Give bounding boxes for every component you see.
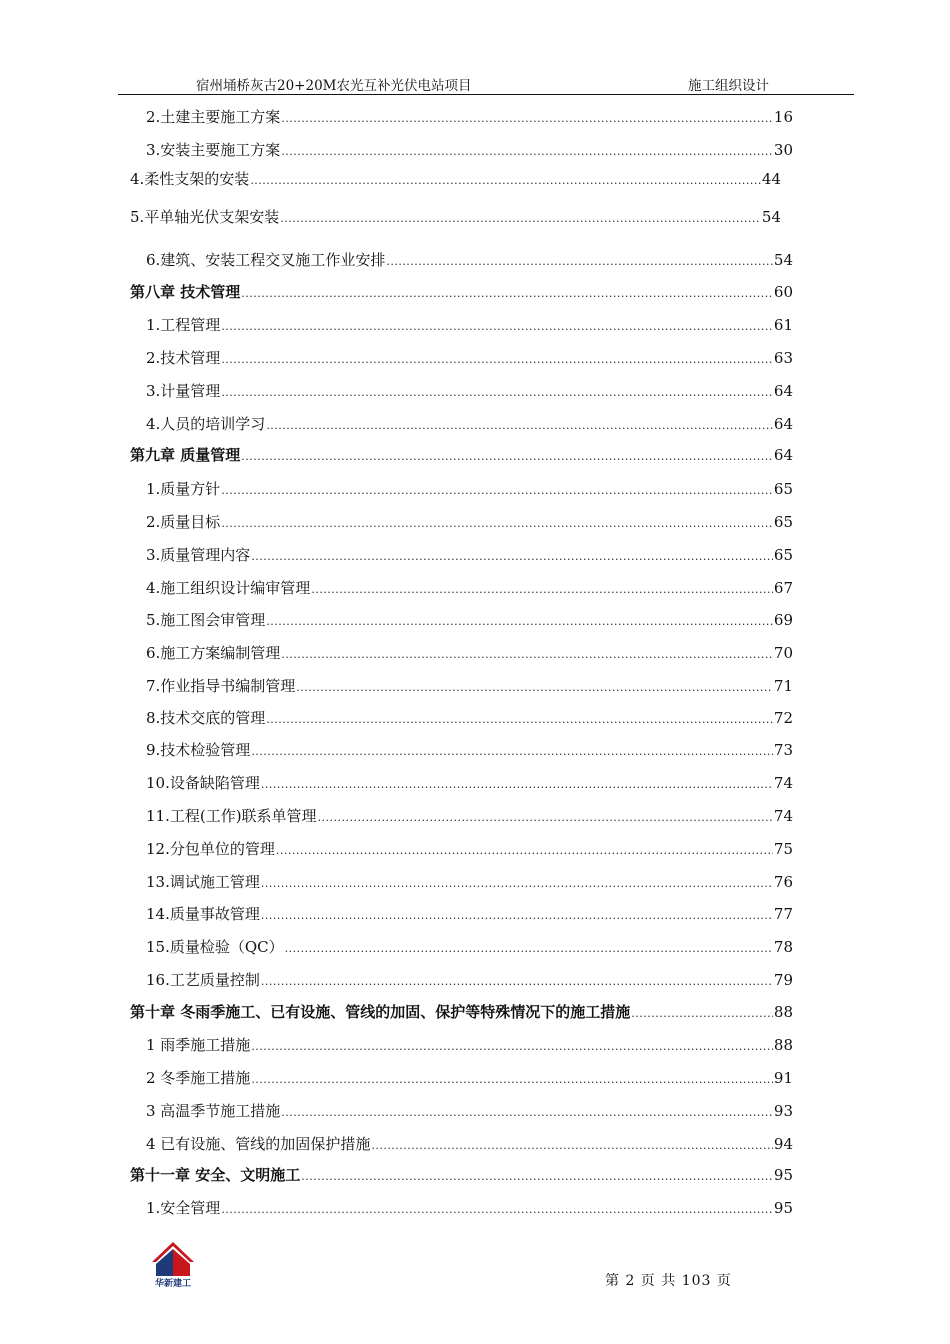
header-document-type: 施工组织设计 <box>688 78 769 94</box>
toc-entry-page: 93 <box>773 1102 793 1120</box>
toc-leader-dots <box>221 480 773 502</box>
toc-entry-title: 2 冬季施工措施 <box>146 1069 251 1087</box>
toc-leader-dots <box>281 1102 773 1124</box>
toc-entry-title: 8.技术交底的管理 <box>146 709 266 727</box>
toc-entry-page: 70 <box>773 644 793 662</box>
toc-entry-page: 64 <box>773 446 793 464</box>
toc-leader-dots <box>266 709 773 731</box>
toc-entry[interactable] <box>146 772 793 794</box>
toc-leader-dots <box>221 349 773 371</box>
toc-entry[interactable] <box>146 969 793 991</box>
toc-entry-page: 88 <box>773 1036 793 1054</box>
toc-entry-title: 4.人员的培训学习 <box>146 415 266 433</box>
toc-entry-page: 65 <box>773 480 793 498</box>
toc-entry-page: 16 <box>773 108 793 126</box>
toc-entry-title: 15.质量检验（QC） <box>146 938 284 956</box>
toc-leader-dots <box>261 971 773 993</box>
toc-entry-title: 11.工程(工作)联系单管理 <box>146 807 317 825</box>
toc-entry[interactable] <box>146 838 793 860</box>
toc-entry-title: 1.工程管理 <box>146 316 221 334</box>
toc-entry[interactable] <box>146 609 793 631</box>
toc-entry-page: 74 <box>773 807 793 825</box>
toc-entry-page: 76 <box>773 873 793 891</box>
toc-leader-dots <box>371 1135 773 1157</box>
toc-entry-title: 第八章 技术管理 <box>130 283 241 301</box>
toc-leader-dots <box>241 283 773 305</box>
toc-leader-dots <box>251 1036 773 1058</box>
toc-entry-title: 5.施工图会审管理 <box>146 611 266 629</box>
toc-entry[interactable] <box>146 544 793 566</box>
toc-leader-dots <box>261 905 773 927</box>
toc-leader-dots <box>266 415 773 437</box>
toc-entry-page: 79 <box>773 971 793 989</box>
toc-entry-page: 60 <box>773 283 793 301</box>
toc-entry-page: 63 <box>773 349 793 367</box>
toc-entry-page: 94 <box>773 1135 793 1153</box>
toc-leader-dots <box>221 316 773 338</box>
toc-entry[interactable] <box>146 577 793 599</box>
toc-entry-title: 1.质量方针 <box>146 480 221 498</box>
toc-entry[interactable] <box>146 347 793 369</box>
toc-entry-page: 65 <box>773 513 793 531</box>
toc-entry-page: 88 <box>773 1003 793 1021</box>
toc-entry[interactable] <box>130 281 793 303</box>
toc-entry-page: 95 <box>773 1166 793 1184</box>
toc-entry-title: 第十一章 安全、文明施工 <box>130 1166 301 1184</box>
toc-entry-page: 77 <box>773 905 793 923</box>
toc-entry-title: 2.土建主要施工方案 <box>146 108 281 126</box>
toc-entry[interactable] <box>130 1164 793 1186</box>
toc-entry-title: 7.作业指导书编制管理 <box>146 677 296 695</box>
toc-entry-page: 54 <box>773 251 793 269</box>
toc-entry-title: 12.分包单位的管理 <box>146 840 275 858</box>
toc-entry-title: 5.平单轴光伏支架安装 <box>130 208 280 226</box>
toc-leader-dots <box>386 251 773 273</box>
toc-leader-dots <box>280 208 761 230</box>
toc-leader-dots <box>281 108 773 130</box>
toc-entry-title: 4.施工组织设计编审管理 <box>146 579 311 597</box>
toc-leader-dots <box>221 1199 773 1221</box>
toc-entry[interactable] <box>146 249 793 271</box>
toc-entry-page: 91 <box>773 1069 793 1087</box>
toc-leader-dots <box>221 382 773 404</box>
toc-entry-page: 73 <box>773 741 793 759</box>
toc-entry[interactable] <box>146 139 793 161</box>
toc-entry[interactable] <box>130 1001 793 1023</box>
toc-leader-dots <box>281 141 773 163</box>
toc-entry-title: 3 高温季节施工措施 <box>146 1102 281 1120</box>
toc-entry-page: 67 <box>773 579 793 597</box>
toc-leader-dots <box>261 774 773 796</box>
toc-entry-title: 4 已有设施、管线的加固保护措施 <box>146 1135 371 1153</box>
toc-leader-dots <box>250 170 761 192</box>
toc-entry[interactable] <box>146 106 793 128</box>
toc-entry-title: 2.技术管理 <box>146 349 221 367</box>
toc-leader-dots <box>261 873 773 895</box>
company-logo <box>150 1238 196 1288</box>
toc-leader-dots <box>251 546 773 568</box>
page-number: 第 2 页 共 103 页 <box>605 1273 732 1289</box>
toc-entry[interactable] <box>146 314 793 336</box>
toc-leader-dots <box>301 1166 773 1188</box>
toc-entry-page: 44 <box>761 170 781 188</box>
toc-entry-page: 71 <box>773 677 793 695</box>
toc-entry[interactable] <box>130 168 781 190</box>
toc-entry-page: 69 <box>773 611 793 629</box>
toc-entry[interactable] <box>146 1133 793 1155</box>
toc-entry-title: 第九章 质量管理 <box>130 446 241 464</box>
toc-entry-title: 1.安全管理 <box>146 1199 221 1217</box>
toc-entry-page: 61 <box>773 316 793 334</box>
toc-leader-dots <box>251 741 773 763</box>
toc-entry-title: 10.设备缺陷管理 <box>146 774 260 792</box>
toc-entry[interactable] <box>146 871 793 893</box>
toc-leader-dots <box>241 446 773 468</box>
toc-entry-title: 4.柔性支架的安装 <box>130 170 250 188</box>
toc-leader-dots <box>285 938 773 960</box>
toc-entry-page: 65 <box>773 546 793 564</box>
toc-entry-page: 78 <box>773 938 793 956</box>
toc-entry-page: 72 <box>773 709 793 727</box>
toc-leader-dots <box>311 579 773 601</box>
toc-leader-dots <box>266 611 773 633</box>
toc-entry-title: 13.调试施工管理 <box>146 873 260 891</box>
toc-entry-title: 3.质量管理内容 <box>146 546 251 564</box>
toc-leader-dots <box>276 840 773 862</box>
toc-entry-page: 54 <box>761 208 781 226</box>
toc-entry[interactable] <box>146 1197 793 1219</box>
toc-entry[interactable] <box>146 805 793 827</box>
toc-entry-page: 30 <box>773 141 793 159</box>
toc-entry[interactable] <box>146 739 793 761</box>
toc-entry-title: 2.质量目标 <box>146 513 221 531</box>
toc-entry[interactable] <box>146 1067 793 1089</box>
toc-entry-page: 74 <box>773 774 793 792</box>
toc-entry-page: 64 <box>773 415 793 433</box>
toc-leader-dots <box>631 1003 773 1025</box>
toc-entry[interactable] <box>146 936 793 958</box>
toc-leader-dots <box>281 644 773 666</box>
toc-leader-dots <box>318 807 773 829</box>
toc-entry[interactable] <box>146 1100 793 1122</box>
toc-entry[interactable] <box>146 511 793 533</box>
toc-entry-title: 6.建筑、安装工程交叉施工作业安排 <box>146 251 386 269</box>
toc-entry-title: 3.安装主要施工方案 <box>146 141 281 159</box>
toc-entry-title: 14.质量事故管理 <box>146 905 260 923</box>
toc-entry-title: 3.计量管理 <box>146 382 221 400</box>
header-project-title: 宿州埇桥灰古20+20M农光互补光伏电站项目 <box>196 78 472 94</box>
toc-entry[interactable] <box>146 642 793 664</box>
toc-entry-title: 16.工艺质量控制 <box>146 971 260 989</box>
svg-text:华新建工: 华新建工 <box>154 1279 192 1288</box>
toc-entry[interactable] <box>146 903 793 925</box>
toc-entry-title: 第十章 冬雨季施工、已有设施、管线的加固、保护等特殊情况下的施工措施 <box>130 1003 631 1021</box>
toc-entry[interactable] <box>146 1034 793 1056</box>
toc-entry-title: 9.技术检验管理 <box>146 741 251 759</box>
toc-entry[interactable] <box>146 478 793 500</box>
toc-entry-title: 6.施工方案编制管理 <box>146 644 281 662</box>
toc-entry-page: 75 <box>773 840 793 858</box>
toc-leader-dots <box>221 513 773 535</box>
toc-entry-page: 95 <box>773 1199 793 1217</box>
toc-leader-dots <box>296 677 773 699</box>
toc-entry[interactable] <box>146 707 793 729</box>
toc-entry-page: 64 <box>773 382 793 400</box>
toc-entry[interactable] <box>146 380 793 402</box>
toc-entry[interactable] <box>130 444 793 466</box>
toc-entry[interactable] <box>130 206 781 228</box>
toc-entry[interactable] <box>146 675 793 697</box>
page-header <box>118 72 854 95</box>
toc-entry-title: 1 雨季施工措施 <box>146 1036 251 1054</box>
toc-leader-dots <box>251 1069 773 1091</box>
toc-entry[interactable] <box>146 413 793 435</box>
